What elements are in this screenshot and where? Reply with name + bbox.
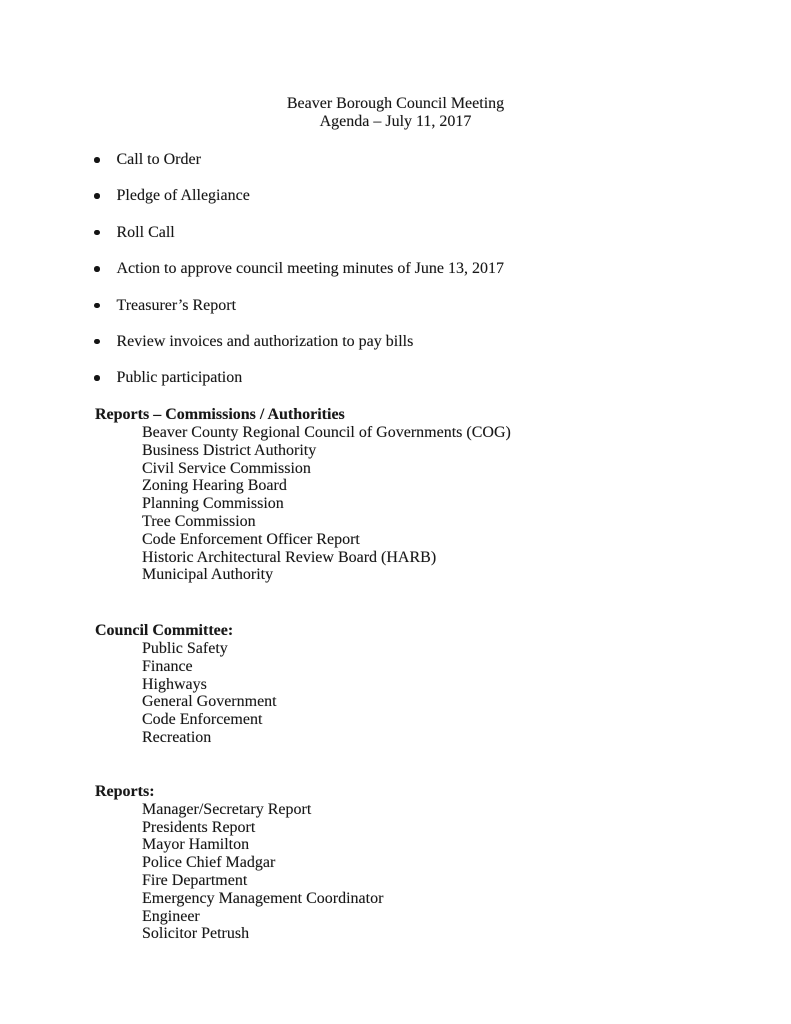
list-item: Municipal Authority xyxy=(142,566,274,584)
bullet-icon xyxy=(94,230,100,236)
bullet-label: Public participation xyxy=(116,369,243,387)
list-item: Recreation xyxy=(142,728,212,746)
section-council-committee xyxy=(95,622,791,747)
section-item-list xyxy=(142,801,791,943)
section-heading: Council Committee: xyxy=(95,621,234,639)
list-item: Business District Authority xyxy=(142,441,317,459)
list-item: Code Enforcement Officer Report xyxy=(142,530,360,548)
list-item: Highways xyxy=(142,675,207,693)
list-item xyxy=(94,369,791,387)
bullet-icon xyxy=(94,303,100,309)
list-item: Manager/Secretary Report xyxy=(142,800,312,818)
list-item: Engineer xyxy=(142,907,200,925)
section-reports-commissions xyxy=(95,406,791,584)
list-item: Solicitor Petrush xyxy=(142,925,250,943)
list-item: General Government xyxy=(142,693,277,711)
document-title xyxy=(0,0,791,130)
list-item: Planning Commission xyxy=(142,495,284,513)
list-item: Fire Department xyxy=(142,872,248,890)
list-item: Beaver County Regional Council of Governments (COG) xyxy=(142,423,511,441)
bullet-label: Review invoices and authorization to pay bills xyxy=(116,332,414,350)
list-item xyxy=(94,151,791,169)
list-item xyxy=(94,333,791,351)
agenda-bullet-list xyxy=(94,151,791,387)
list-item: Civil Service Commission xyxy=(142,459,311,477)
section-heading: Reports: xyxy=(95,782,155,800)
section-item-list xyxy=(142,424,791,584)
bullet-icon xyxy=(94,193,100,199)
bullet-label: Call to Order xyxy=(116,151,201,168)
list-item xyxy=(94,224,791,242)
section-heading: Reports – Commissions / Authorities xyxy=(95,405,345,423)
bullet-icon xyxy=(94,375,100,381)
list-item xyxy=(94,187,791,205)
bullet-icon xyxy=(94,339,100,345)
list-item: Finance xyxy=(142,657,193,675)
bullet-label: Action to approve council meeting minutes of June 13, 2017 xyxy=(116,260,504,278)
list-item xyxy=(94,297,791,315)
bullet-label: Pledge of Allegiance xyxy=(116,187,250,205)
bullet-label: Treasurer’s Report xyxy=(116,296,237,314)
list-item: Zoning Hearing Board xyxy=(142,477,287,495)
bullet-icon xyxy=(94,266,100,272)
list-item: Public Safety xyxy=(142,639,228,657)
bullet-icon xyxy=(94,157,100,163)
list-item xyxy=(94,260,791,278)
list-item: Tree Commission xyxy=(142,512,256,530)
list-item: Code Enforcement xyxy=(142,711,263,729)
list-item: Emergency Management Coordinator xyxy=(142,889,384,907)
section-item-list xyxy=(142,640,791,747)
list-item: Presidents Report xyxy=(142,818,256,836)
section-reports xyxy=(95,783,791,943)
bullet-label: Roll Call xyxy=(116,223,175,241)
list-item: Police Chief Madgar xyxy=(142,854,276,872)
list-item: Mayor Hamilton xyxy=(142,836,250,854)
title-line-2: Agenda – July 11, 2017 xyxy=(319,112,472,130)
list-item: Historic Architectural Review Board (HARB) xyxy=(142,548,437,566)
title-line-1: Beaver Borough Council Meeting xyxy=(286,95,505,112)
